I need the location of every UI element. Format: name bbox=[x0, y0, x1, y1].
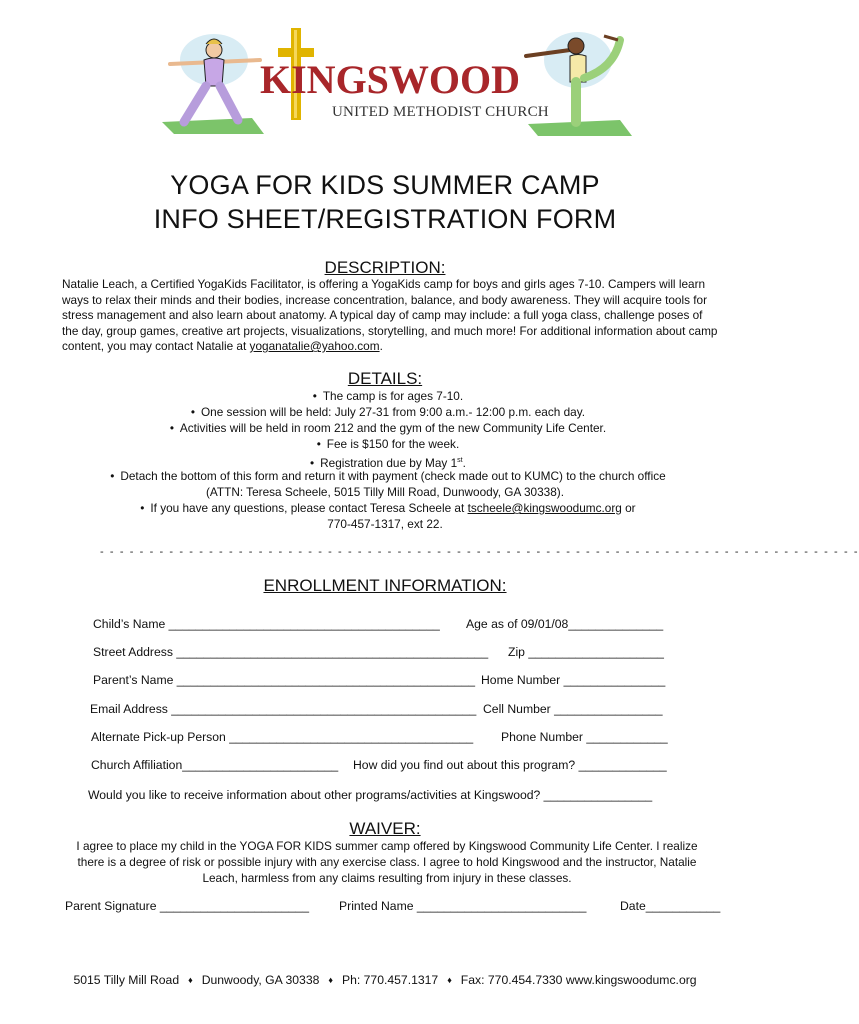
footer-fax-web: Fax: 770.454.7330 www.kingswoodumc.org bbox=[460, 973, 697, 987]
detail-item: • Fee is $150 for the week. bbox=[0, 437, 770, 452]
date-field[interactable]: Date___________ bbox=[620, 899, 721, 913]
bullet-icon: • bbox=[110, 469, 115, 483]
cell-number-field[interactable]: Cell Number ________________ bbox=[483, 702, 663, 716]
teresa-email-link[interactable]: tscheele@kingswoodumc.org bbox=[467, 501, 622, 515]
phone-number-field[interactable]: Phone Number ____________ bbox=[501, 730, 668, 744]
natalie-email-link[interactable]: yoganatalie@yahoo.com bbox=[249, 339, 380, 353]
detail-item-detach: • Detach the bottom of this form and return it with payment (check made out to KUMC) to the church office bbox=[0, 469, 770, 484]
bullet-icon: • bbox=[140, 501, 145, 515]
bullet-icon: • bbox=[312, 389, 317, 403]
detach-divider: - - - - - - - - - - - - - - - - - - - - - - - - - - - - - - - - - - - - - - - - - - - - - - - - - - - - - - - - - - - - - - - - - - - - - - - - - - - - - bbox=[100, 546, 859, 558]
receive-info-field[interactable]: Would you like to receive information about other programs/activities at Kingswood? ________________ bbox=[88, 788, 653, 802]
zip-field[interactable]: Zip ____________________ bbox=[508, 645, 664, 659]
footer-city: Dunwoody, GA 30338 bbox=[201, 973, 320, 987]
footer-phone: Ph: 770.457.1317 bbox=[341, 973, 439, 987]
printed-name-field[interactable]: Printed Name _________________________ bbox=[339, 899, 587, 913]
diamond-separator-icon: ♦ bbox=[188, 975, 193, 985]
footer-address: 5015 Tilly Mill Road bbox=[73, 973, 180, 987]
age-field[interactable]: Age as of 09/01/08______________ bbox=[466, 617, 664, 631]
detail-item: • Activities will be held in room 212 and the gym of the new Community Life Center. bbox=[0, 421, 770, 436]
waiver-heading: WAIVER: bbox=[349, 819, 421, 838]
parent-name-field[interactable]: Parent’s Name ____________________________________________ bbox=[93, 673, 476, 687]
diamond-separator-icon: ♦ bbox=[328, 975, 333, 985]
waiver-text: I agree to place my child in the YOGA FOR KIDS summer camp offered by Kingswood Community Life Center. I realize there is a degree of risk or possible injury with any exercise class. I agree to hold Kingswood and the instructor, Natalie Leach, harmless from any claims resulting from injury in these classes. bbox=[76, 839, 698, 885]
how-find-field[interactable]: How did you find out about this program? _____________ bbox=[353, 758, 667, 772]
home-number-field[interactable]: Home Number _______________ bbox=[481, 673, 666, 687]
church-logo-subtitle: UNITED METHODIST CHURCH bbox=[332, 104, 549, 120]
email-address-field[interactable]: Email Address _____________________________________________ bbox=[90, 702, 477, 716]
detail-item-registration: • Registration due by May 1st. bbox=[0, 453, 770, 471]
bullet-icon: • bbox=[169, 421, 174, 435]
enrollment-heading: ENROLLMENT INFORMATION: bbox=[263, 576, 507, 595]
bullet-icon: • bbox=[190, 405, 196, 419]
yoga-girl-illustration bbox=[152, 30, 272, 135]
church-logo-wordmark: KINGSWOOD bbox=[260, 57, 521, 102]
church-affiliation-field[interactable]: Church Affiliation_______________________ bbox=[91, 758, 339, 772]
street-address-field[interactable]: Street Address ______________________________________________ bbox=[93, 645, 489, 659]
description-heading: DESCRIPTION: bbox=[324, 258, 446, 277]
diamond-separator-icon: ♦ bbox=[447, 975, 452, 985]
detail-item: • One session will be held: July 27-31 from 9:00 a.m.- 12:00 p.m. each day. bbox=[0, 405, 770, 420]
details-heading: DETAILS: bbox=[347, 369, 423, 388]
description-paragraph bbox=[62, 277, 722, 355]
bullet-icon: • bbox=[310, 455, 315, 470]
bullet-icon: • bbox=[316, 437, 321, 451]
description-text-end: . bbox=[379, 339, 383, 353]
detail-item-questions: • If you have any questions, please contact Teresa Scheele at tscheele@kingswoodumc.org or bbox=[0, 501, 770, 516]
page-title-line-1: YOGA FOR KIDS SUMMER CAMP bbox=[170, 170, 600, 200]
description-text: Natalie Leach, a Certified YogaKids Facilitator, is offering a YogaKids camp for boys and girls ages 7-10. Campers will learn ways to relax their minds and their bodies, increase concentration, balance, and body awareness. They will acquire tools for stress management and also learn about anatomy. A typical day of camp may include: a full yoga class, challenge poses of the day, group games, creative art projects, visualizations, storytelling, and much more! For additional information about camp content, you may contact Natalie at bbox=[62, 277, 718, 353]
page-title-line-2: INFO SHEET/REGISTRATION FORM bbox=[153, 204, 617, 234]
footer-contact bbox=[0, 973, 770, 987]
parent-signature-field[interactable]: Parent Signature ______________________ bbox=[65, 899, 309, 913]
detail-item-questions-phone: 770-457-1317, ext 22. bbox=[327, 517, 443, 531]
yoga-boy-illustration bbox=[520, 28, 635, 138]
childs-name-field[interactable]: Child’s Name ________________________________________ bbox=[93, 617, 440, 631]
alternate-pickup-field[interactable]: Alternate Pick-up Person ____________________________________ bbox=[91, 730, 474, 744]
detail-item-detach-line-2: (ATTN: Teresa Scheele, 5015 Tilly Mill Road, Dunwoody, GA 30338). bbox=[205, 485, 564, 499]
detail-item: • The camp is for ages 7-10. bbox=[0, 389, 770, 404]
